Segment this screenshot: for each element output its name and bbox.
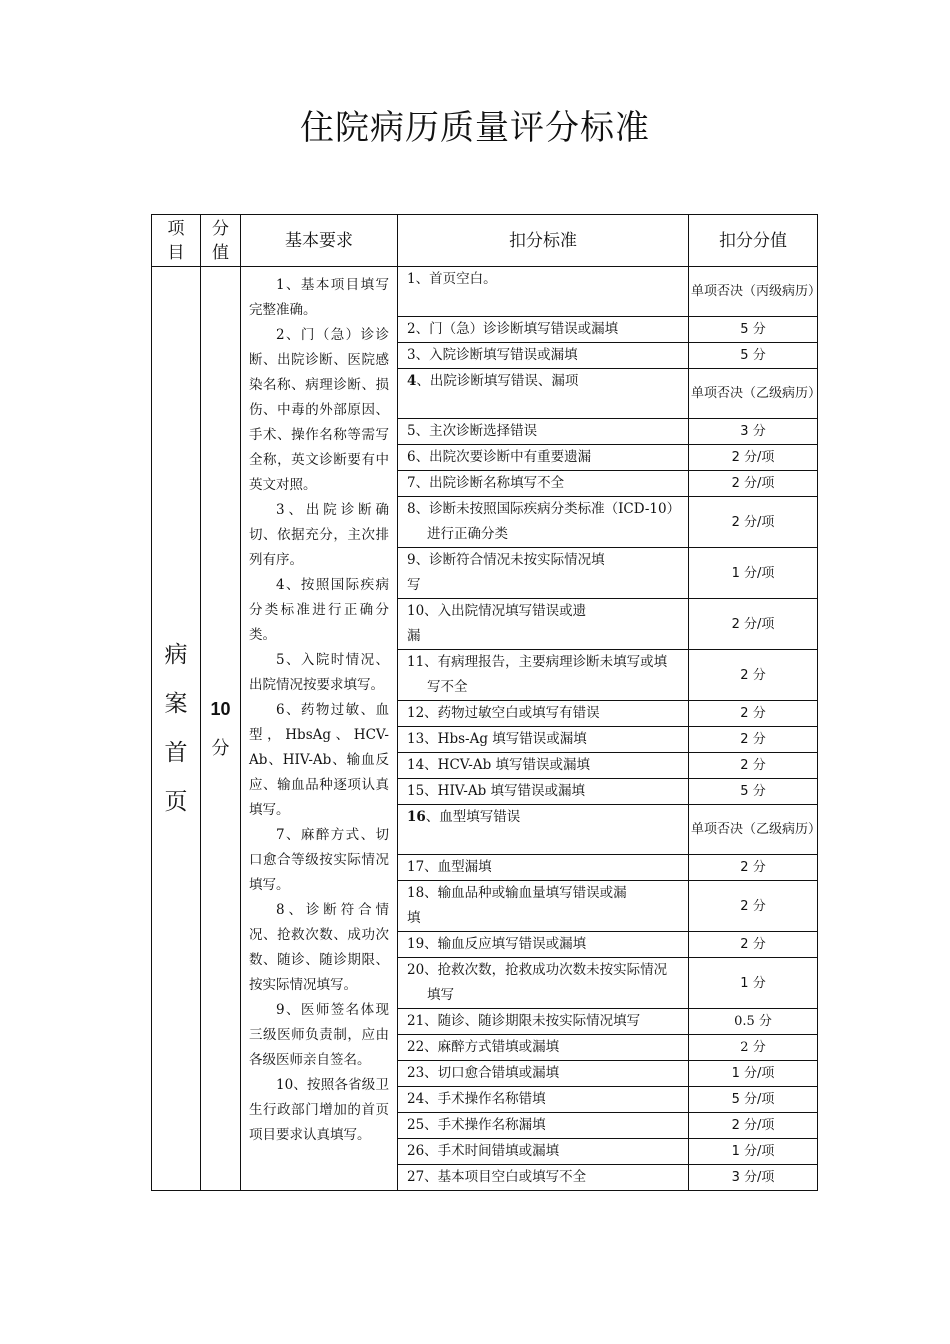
requirement-item: 5、入院时情况、出院情况按要求填写。 <box>249 652 389 693</box>
criterion-cell: 19、输血反应填写错误或漏填 <box>398 932 689 958</box>
points-cell: 0.5 分 <box>689 1009 818 1035</box>
points-cell: 2 分 <box>689 932 818 958</box>
points-cell: 1 分 <box>689 958 818 1009</box>
points-cell: 2 分 <box>689 855 818 881</box>
points-cell: 5 分 <box>689 343 818 369</box>
criterion-cell: 13、Hbs-Ag 填写错误或漏填 <box>398 727 689 753</box>
points-cell: 3 分 <box>689 419 818 445</box>
header-item: 项目 <box>152 215 201 267</box>
points-cell: 2 分 <box>689 881 818 932</box>
points-cell: 5 分 <box>689 317 818 343</box>
criterion-cell: 2、门（急）诊诊断填写错误或漏填 <box>398 317 689 343</box>
points-cell: 2 分 <box>689 701 818 727</box>
criterion-cell: 24、手术操作名称错填 <box>398 1087 689 1113</box>
criterion-cell: 12、药物过敏空白或填写有错误 <box>398 701 689 727</box>
points-cell: 5 分/项 <box>689 1087 818 1113</box>
criterion-cell: 3、入院诊断填写错误或漏填 <box>398 343 689 369</box>
points-cell: 2 分 <box>689 650 818 701</box>
criterion-cell: 18、输血品种或输血量填写错误或漏 填 <box>398 881 689 932</box>
requirement-item: 8、诊断符合情况、抢救次数、成功次数、随诊、随诊期限、按实际情况填写。 <box>249 902 389 993</box>
table-row <box>152 267 818 317</box>
criterion-cell: 7、出院诊断名称填写不全 <box>398 471 689 497</box>
points-cell: 2 分/项 <box>689 471 818 497</box>
requirements-cell <box>241 267 398 1191</box>
criterion-number: 16 <box>407 809 426 825</box>
points-cell: 1 分/项 <box>689 548 818 599</box>
requirement-item: 7、麻醉方式、切口愈合等级按实际情况填写。 <box>249 827 389 893</box>
criterion-text: 、出院诊断填写错误、漏项 <box>416 373 579 389</box>
points-cell: 2 分/项 <box>689 599 818 650</box>
criterion-cell: 5、主次诊断选择错误 <box>398 419 689 445</box>
score-unit: 分 <box>211 737 230 759</box>
criterion-cell: 21、随诊、随诊期限未按实际情况填写 <box>398 1009 689 1035</box>
points-cell: 单项否决（乙级病历） <box>689 805 818 855</box>
criterion-cell: 11、有病理报告，主要病理诊断未填写或填 写不全 <box>398 650 689 701</box>
requirement-item: 1、基本项目填写完整准确。 <box>249 277 389 318</box>
criterion-cell <box>398 369 689 419</box>
criterion-cell: 9、诊断符合情况未按实际情况填 写 <box>398 548 689 599</box>
header-requirements: 基本要求 <box>241 215 398 267</box>
scoring-table <box>151 214 822 1191</box>
criterion-cell: 27、基本项目空白或填写不全 <box>398 1165 689 1191</box>
page-title: 住院病历质量评分标准 <box>300 108 650 148</box>
points-cell: 2 分/项 <box>689 445 818 471</box>
header-deduction: 扣分标准 <box>398 215 689 267</box>
criterion-cell: 14、HCV-Ab 填写错误或漏填 <box>398 753 689 779</box>
score-cell <box>201 267 241 1191</box>
criterion-cell: 10、入出院情况填写错误或遗 漏 <box>398 599 689 650</box>
criterion-cell: 8、诊断未按照国际疾病分类标准（ICD-10） 进行正确分类 <box>398 497 689 548</box>
requirement-item: 3、出院诊断确切、依据充分，主次排列有序。 <box>249 502 389 568</box>
header-score: 分值 <box>201 215 241 267</box>
criterion-cell: 17、血型漏填 <box>398 855 689 881</box>
points-cell: 单项否决（乙级病历） <box>689 369 818 419</box>
points-cell: 5 分 <box>689 779 818 805</box>
points-cell: 1 分/项 <box>689 1061 818 1087</box>
points-cell: 单项否决（丙级病历） <box>689 267 818 317</box>
criterion-cell: 6、出院次要诊断中有重要遗漏 <box>398 445 689 471</box>
points-cell: 2 分 <box>689 727 818 753</box>
criterion-cell: 25、手术操作名称漏填 <box>398 1113 689 1139</box>
points-cell: 3 分/项 <box>689 1165 818 1191</box>
points-cell: 2 分/项 <box>689 497 818 548</box>
criterion-cell: 15、HIV-Ab 填写错误或漏填 <box>398 779 689 805</box>
criterion-cell <box>398 805 689 855</box>
category-label: 病 案 首 页 <box>164 641 188 815</box>
score-number: 10 <box>210 698 231 719</box>
category-cell <box>152 267 201 1191</box>
criterion-cell: 26、手术时间错填或漏填 <box>398 1139 689 1165</box>
criterion-number: 4 <box>407 373 417 389</box>
criterion-cell: 20、抢救次数，抢救成功次数未按实际情况 填写 <box>398 958 689 1009</box>
requirement-item: 4、按照国际疾病分类标准进行正确分类。 <box>249 577 389 643</box>
requirement-item: 10、按照各省级卫生行政部门增加的首页项目要求认真填写。 <box>249 1077 389 1143</box>
points-cell: 2 分 <box>689 753 818 779</box>
points-cell: 2 分 <box>689 1035 818 1061</box>
criterion-text: 、血型填写错误 <box>425 809 521 825</box>
header-row <box>152 215 818 267</box>
points-cell: 2 分/项 <box>689 1113 818 1139</box>
points-cell: 1 分/项 <box>689 1139 818 1165</box>
requirement-item: 2、门（急）诊诊断、出院诊断、医院感染名称、病理诊断、损伤、中毒的外部原因、手术、操作名称等需写全称，英文诊断要有中英文对照。 <box>249 327 389 493</box>
header-points: 扣分分值 <box>689 215 818 267</box>
requirement-item: 6、药物过敏、血型，HbsAg、HCV-Ab、HIV-Ab、输血反应、输血品种逐项认真填写。 <box>249 702 389 818</box>
criterion-cell: 22、麻醉方式错填或漏填 <box>398 1035 689 1061</box>
requirement-item: 9、医师签名体现三级医师负责制，应由各级医师亲自签名。 <box>249 1002 389 1068</box>
criterion-cell: 23、切口愈合错填或漏填 <box>398 1061 689 1087</box>
criterion-cell: 1、首页空白。 <box>398 267 689 317</box>
